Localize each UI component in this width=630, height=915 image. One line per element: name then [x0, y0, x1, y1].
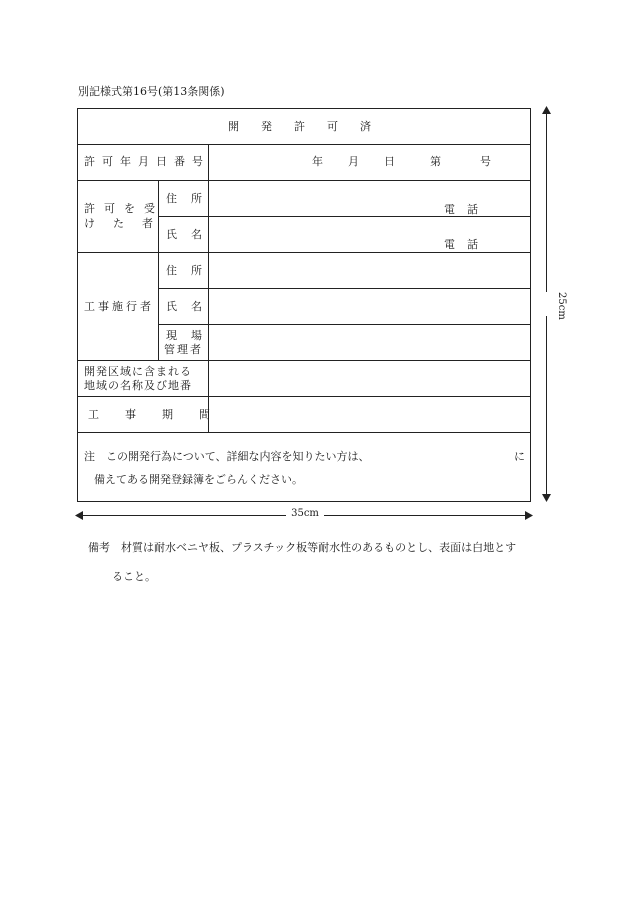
permittee-label-line2: けた者 — [84, 217, 171, 230]
date-month: 月 — [348, 155, 359, 168]
divider — [78, 252, 530, 253]
construction-period-label: 工事期間 — [88, 408, 236, 421]
site-manager-label-line1: 現場 — [166, 329, 216, 342]
remarks-line-1 — [88, 541, 516, 554]
note-line-2: 備えてある開発登録簿をごらんください。 — [94, 473, 303, 486]
divider — [158, 216, 530, 217]
permittee-phone-2: 電話 — [444, 238, 490, 251]
divider — [158, 324, 530, 325]
number-prefix: 第 — [430, 155, 441, 168]
permittee-name-label: 氏名 — [166, 228, 216, 241]
divider — [78, 180, 530, 181]
divider — [78, 396, 530, 397]
width-dimension-label: 35cm — [286, 508, 324, 519]
date-year: 年 — [312, 155, 323, 168]
permittee-phone-1: 電話 — [444, 203, 490, 216]
divider — [78, 360, 530, 361]
arrow-right-icon — [525, 511, 533, 520]
area-label-line1: 開発区域に含まれる — [84, 365, 192, 378]
contractor-name-label: 氏名 — [166, 300, 216, 313]
permit-sign-table — [77, 108, 531, 502]
permittee-address-label: 住所 — [166, 192, 216, 205]
arrow-up-icon — [542, 106, 551, 114]
divider — [78, 144, 530, 145]
contractor-label: 工事施行者 — [84, 300, 154, 313]
remarks-label: 備考 — [88, 541, 110, 554]
contractor-address-label: 住所 — [166, 264, 216, 277]
date-day: 日 — [384, 155, 395, 168]
note-line-1: この開発行為について、詳細な内容を知りたい方は、 — [106, 450, 370, 463]
remarks-text-1: 材質は耐水ベニヤ板、プラスチック板等耐水性のあるものとし、表面は白地とす — [121, 541, 517, 554]
height-dimension-label: 25cm — [539, 292, 567, 316]
number-suffix: 号 — [480, 155, 491, 168]
permit-date-label: 許可年月日番号 — [84, 155, 210, 168]
site-manager-label-line2: 管理者 — [164, 343, 203, 356]
form-number-label: 別記様式第16号(第13条関係) — [78, 85, 225, 98]
note-prefix: 注 — [84, 450, 95, 463]
divider — [78, 432, 530, 433]
divider — [208, 144, 209, 432]
area-label-line2: 地域の名称及び地番 — [84, 379, 192, 392]
title-text: 開発許可済 — [228, 120, 393, 133]
arrow-down-icon — [542, 494, 551, 502]
table-title — [228, 120, 393, 133]
permittee-label-line1: 許可を受 — [84, 202, 164, 215]
arrow-left-icon — [75, 511, 83, 520]
divider — [158, 288, 530, 289]
remarks-line-2: ること。 — [112, 570, 156, 583]
note-suffix: に — [514, 450, 525, 463]
